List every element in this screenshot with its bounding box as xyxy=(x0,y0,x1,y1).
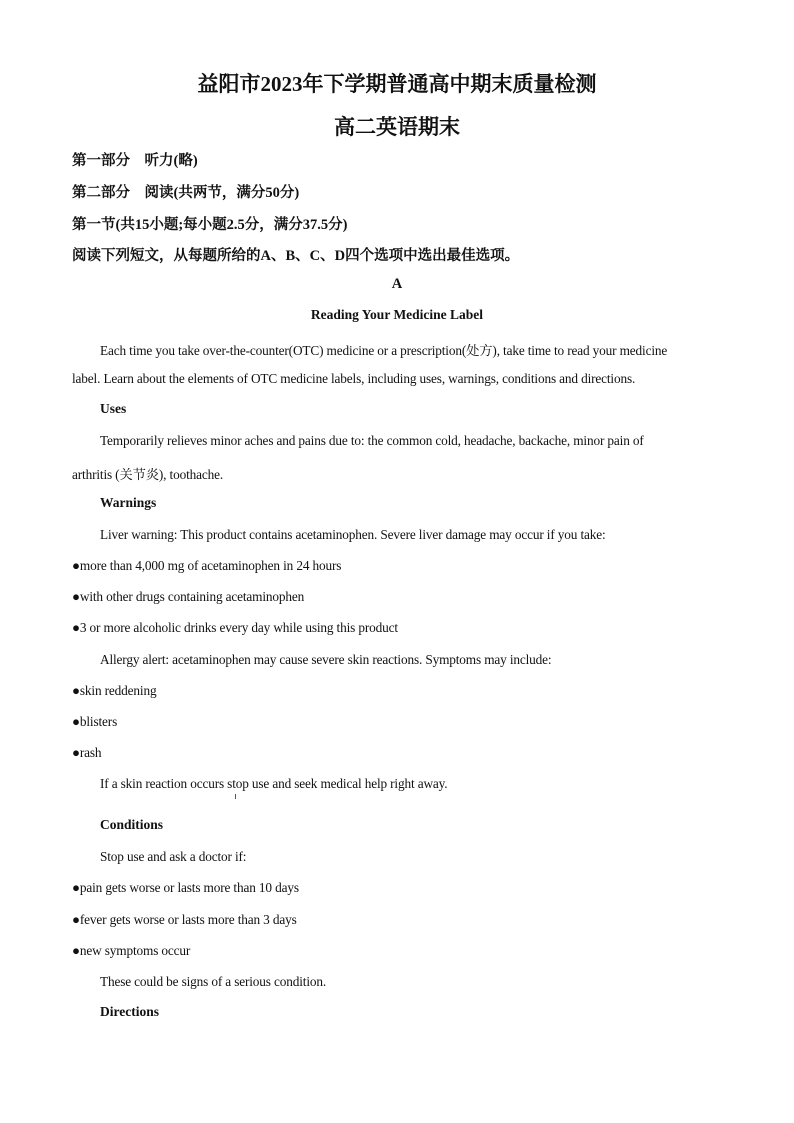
list-item: ●pain gets worse or lasts more than 10 days xyxy=(72,880,299,895)
list-item: ●fever gets worse or lasts more than 3 days xyxy=(72,912,297,927)
passage-title: Reading Your Medicine Label xyxy=(310,307,484,322)
allergy-alert: Allergy alert: acetaminophen may cause severe skin reactions. Symptoms may include: xyxy=(100,652,552,667)
uses-line-1: Temporarily relieves minor aches and pains due to: the common cold, headache, backache, minor pain of xyxy=(100,433,644,448)
exam-title: 益阳市2023年下学期普通高中期末质量检测 xyxy=(197,72,597,96)
part-one-heading: 第一部分 听力(略) xyxy=(72,153,198,169)
conditions-intro: Stop use and ask a doctor if: xyxy=(100,849,247,864)
exam-subtitle: 高二英语期末 xyxy=(334,115,460,139)
skin-reaction-note: If a skin reaction occurs stop use and seek medical help right away. xyxy=(100,776,448,791)
intro-line-1: Each time you take over-the-counter(OTC) medicine or a prescription(处方), take time to read your medicine xyxy=(100,343,668,358)
conditions-heading: Conditions xyxy=(100,817,164,832)
reading-instruction: 阅读下列短文，从每题所给的A、B、C、D四个选项中选出最佳选项。 xyxy=(72,248,520,264)
comma-mark xyxy=(235,794,236,799)
list-item: ●blisters xyxy=(72,714,118,729)
list-item: ●new symptoms occur xyxy=(72,943,191,958)
directions-heading: Directions xyxy=(100,1004,159,1019)
uses-heading: Uses xyxy=(100,401,127,416)
intro-line-2: label. Learn about the elements of OTC medicine labels, including uses, warnings, conditions and directions. xyxy=(72,371,636,386)
list-item: ●with other drugs containing acetaminophen xyxy=(72,589,305,604)
conditions-note: These could be signs of a serious condition. xyxy=(100,974,327,989)
warnings-heading: Warnings xyxy=(100,495,157,510)
list-item: ●skin reddening xyxy=(72,683,157,698)
uses-line-2: arthritis (关节炎), toothache. xyxy=(72,467,224,482)
part-two-heading: 第二部分 阅读(共两节，满分50分) xyxy=(72,185,300,201)
liver-warning: Liver warning: This product contains acetaminophen. Severe liver damage may occur if you take: xyxy=(100,527,606,542)
passage-letter: A xyxy=(391,276,403,292)
list-item: ●rash xyxy=(72,745,102,760)
list-item: ●3 or more alcoholic drinks every day while using this product xyxy=(72,620,398,635)
list-item: ●more than 4,000 mg of acetaminophen in 24 hours xyxy=(72,558,342,573)
section-one-heading: 第一节(共15小题;每小题2.5分，满分37.5分) xyxy=(72,217,348,233)
